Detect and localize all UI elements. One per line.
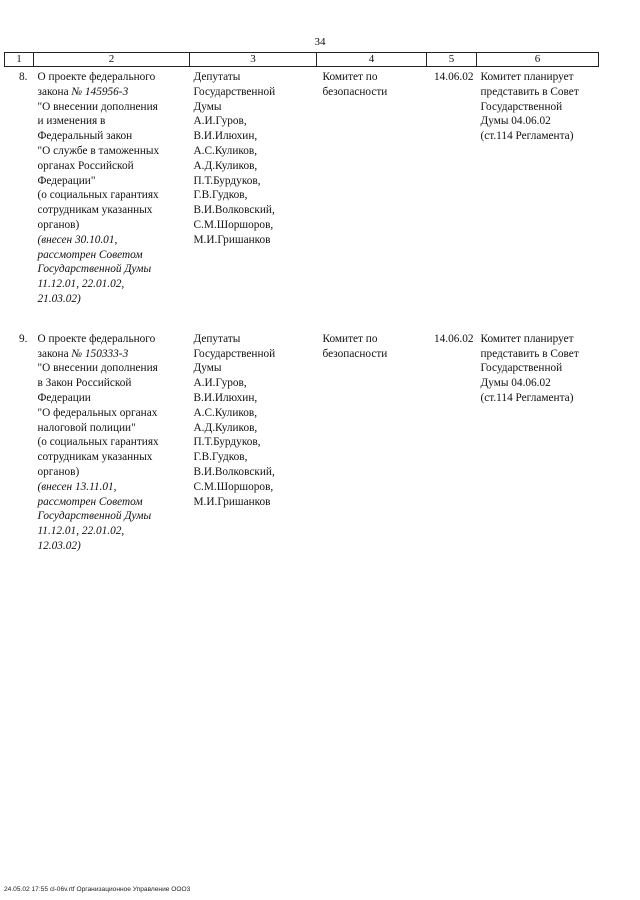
note-line: Государственной	[480, 362, 563, 375]
committee-line: Комитет по	[322, 71, 378, 83]
author-line: В.И.Волковский,	[193, 204, 275, 217]
bill-title-line: сотрудникам указанных	[37, 451, 153, 464]
author-line: В.И.Илюхин,	[193, 130, 258, 143]
table-row	[5, 67, 599, 307]
note-line: представить в Совет	[480, 347, 579, 360]
author-line: Г.В.Гудков,	[193, 451, 248, 464]
authors-cell	[190, 67, 317, 307]
bill-title-line: "О внесении дополнения	[37, 100, 158, 113]
column-header-3: 3	[190, 53, 317, 67]
item-number: 9.	[19, 332, 28, 345]
column-header-4: 4	[317, 53, 427, 67]
bill-history-line: 11.12.01, 22.01.02,	[37, 525, 125, 538]
bill-title-line: Федеральный закон	[37, 130, 133, 143]
author-line: В.И.Илюхин,	[193, 391, 258, 404]
bill-title-line: налоговой полиции"	[37, 421, 136, 434]
bill-title-line: (о социальных гарантиях	[37, 436, 159, 449]
bill-title-line: Федерации	[37, 391, 91, 404]
note-line: Думы 04.06.02	[480, 377, 551, 390]
bill-history-line: (внесен 13.11.01,	[37, 480, 117, 493]
bill-number: № 145956-3	[71, 85, 129, 98]
bill-title-line: "О федеральных органах	[37, 406, 158, 419]
committee-line: безопасности	[322, 347, 388, 360]
column-header-5: 5	[427, 53, 477, 67]
bill-title-cell	[34, 67, 190, 307]
table-row	[5, 329, 599, 554]
author-line: Государственной	[193, 347, 276, 360]
author-line: Г.В.Гудков,	[193, 189, 248, 202]
bill-title-line: органов)	[37, 465, 80, 478]
bill-history-line: рассмотрен Советом	[37, 248, 143, 261]
table-header	[5, 53, 599, 67]
note-cell	[477, 67, 599, 307]
author-line: А.Д.Куликов,	[193, 421, 258, 434]
committee-cell	[317, 67, 427, 307]
committee-line: Комитет по	[322, 332, 378, 345]
column-header-1: 1	[5, 53, 34, 67]
authors-cell	[190, 329, 317, 554]
row-spacer-cell	[5, 307, 599, 329]
bill-title-line: О проекте федерального	[37, 71, 156, 83]
bill-title-line: сотрудникам указанных	[37, 204, 153, 217]
bill-title-line: и изменения в	[37, 115, 106, 128]
author-line: Думы	[193, 100, 222, 113]
bill-number-prefix: закона	[37, 85, 72, 98]
row-spacer	[5, 307, 599, 329]
note-line: Государственной	[480, 100, 563, 113]
bill-history-line: 12.03.02)	[37, 539, 81, 552]
bill-history-line: 11.12.01, 22.01.02,	[37, 278, 125, 291]
bill-title-line: Федерации"	[37, 174, 96, 187]
author-line: А.Д.Куликов,	[193, 159, 258, 172]
date-cell	[427, 67, 477, 307]
author-line: Государственной	[193, 85, 276, 98]
bill-title-line: органах Российской	[37, 159, 134, 172]
bill-title-line: "О внесении дополнения	[37, 362, 158, 375]
author-line: В.И.Волковский,	[193, 465, 275, 478]
author-line: Депутаты	[193, 71, 241, 83]
author-line: Думы	[193, 362, 222, 375]
author-line: Депутаты	[193, 332, 241, 345]
page-number: 34	[314, 36, 326, 48]
column-header-6: 6	[477, 53, 599, 67]
bill-number: № 150333-3	[71, 347, 129, 360]
note-line: (ст.114 Регламента)	[480, 130, 574, 143]
agenda-table	[4, 52, 599, 554]
note-line: представить в Совет	[480, 85, 579, 98]
note-line: Комитет планирует	[480, 71, 574, 83]
column-number-row	[5, 53, 599, 67]
author-line: А.С.Куликов,	[193, 144, 258, 157]
item-number: 8.	[19, 71, 28, 83]
item-number-cell	[5, 329, 34, 554]
bill-history-line: 21.03.02)	[37, 292, 81, 305]
bill-title-line: "О службе в таможенных	[37, 144, 160, 157]
author-line: П.Т.Бурдуков,	[193, 174, 261, 187]
date-cell	[427, 329, 477, 554]
bill-history-line: Государственной Думы	[37, 263, 152, 276]
bill-number-line	[38, 347, 190, 362]
note-line: Думы 04.06.02	[480, 115, 551, 128]
bill-number-line	[38, 85, 190, 100]
review-date: 14.06.02	[433, 71, 474, 83]
item-number-cell	[5, 67, 34, 307]
bill-title-line: в Закон Российской	[37, 377, 132, 390]
note-line: Комитет планирует	[480, 332, 574, 345]
bill-title-line: О проекте федерального	[37, 332, 156, 345]
bill-number-prefix: закона	[37, 347, 72, 360]
committee-cell	[317, 329, 427, 554]
author-line: С.М.Шоршоров,	[193, 480, 274, 493]
committee-line: безопасности	[322, 85, 388, 98]
author-line: М.И.Гришанков	[193, 233, 271, 246]
bill-history-line: рассмотрен Советом	[37, 495, 143, 508]
table-body	[5, 67, 599, 554]
note-line: (ст.114 Регламента)	[480, 391, 574, 404]
print-footer: 24.05.02 17:55 cl-06v.rtf Организационное Управление ООО3	[4, 886, 191, 893]
bill-history-line: (внесен 30.10.01,	[37, 233, 118, 246]
bill-title-line: (о социальных гарантиях	[37, 189, 159, 202]
bill-title-line: органов)	[37, 218, 80, 231]
column-header-2: 2	[34, 53, 190, 67]
author-line: А.И.Гуров,	[193, 377, 247, 390]
review-date: 14.06.02	[433, 332, 474, 345]
bill-history-line: Государственной Думы	[37, 510, 152, 523]
note-cell	[477, 329, 599, 554]
author-line: А.С.Куликов,	[193, 406, 258, 419]
bill-title-cell	[34, 329, 190, 554]
author-line: С.М.Шоршоров,	[193, 218, 274, 231]
author-line: А.И.Гуров,	[193, 115, 247, 128]
author-line: М.И.Гришанков	[193, 495, 271, 508]
author-line: П.Т.Бурдуков,	[193, 436, 261, 449]
